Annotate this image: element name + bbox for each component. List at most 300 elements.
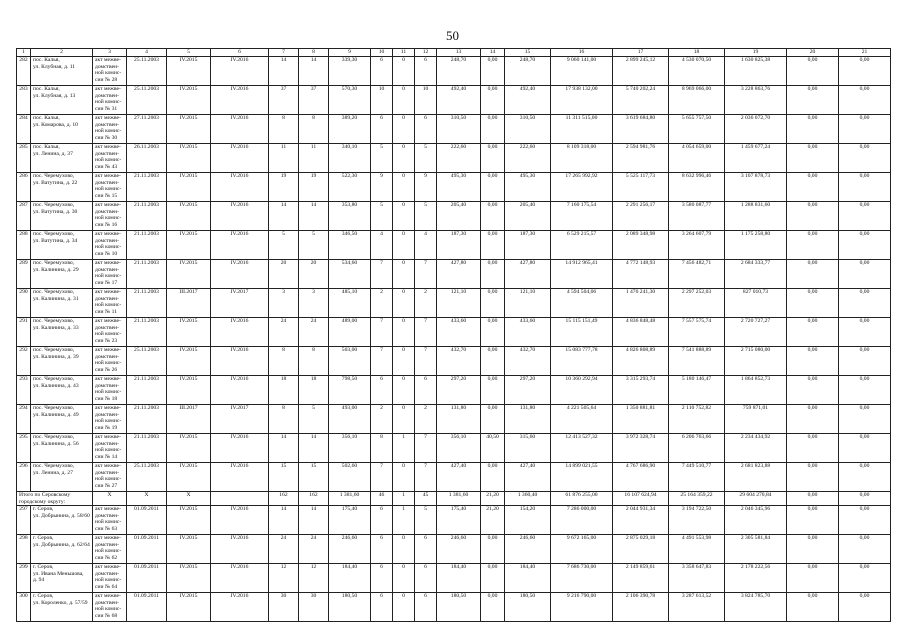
- column-number-header: 4: [127, 49, 167, 57]
- quarter-end-cell: IV.2017: [211, 289, 269, 318]
- value-cell: 17 938 132,00: [551, 86, 613, 115]
- quarter-start-cell: IV.2015: [167, 593, 211, 622]
- value-cell: 6: [415, 593, 437, 622]
- value-cell: 5: [371, 202, 393, 231]
- value-cell: 495,30: [505, 173, 551, 202]
- value-cell: 6: [371, 593, 393, 622]
- quarter-start-cell: IV.2015: [167, 506, 211, 535]
- value-cell: 14 912 965,41: [551, 260, 613, 289]
- value-cell: 3: [269, 289, 299, 318]
- date-cell: 21.11.2003: [127, 173, 167, 202]
- value-cell: 1 470 241,30: [613, 289, 669, 318]
- column-number-header: 1: [17, 49, 31, 57]
- value-cell: 6: [371, 506, 393, 535]
- value-cell: 11 311 515,00: [551, 115, 613, 144]
- value-cell: 187,30: [437, 231, 481, 260]
- value-cell: 0: [393, 347, 415, 376]
- value-cell: 15: [269, 463, 299, 492]
- quarter-start-cell: IV.2015: [167, 57, 211, 86]
- value-cell: 6: [415, 115, 437, 144]
- value-cell: 3: [299, 289, 329, 318]
- value-cell: 2 715 080,00: [725, 347, 787, 376]
- value-cell: 0: [393, 231, 415, 260]
- value-cell: 3 580 087,77: [669, 202, 725, 231]
- value-cell: 180,50: [505, 593, 551, 622]
- value-cell: 6: [415, 57, 437, 86]
- value-cell: 0,00: [787, 144, 839, 173]
- value-cell: 222,60: [505, 144, 551, 173]
- total-value-cell: 0,00: [839, 492, 891, 506]
- total-label-cell: Итого по Серовскому городскому округу:: [17, 492, 93, 506]
- column-number-header: 11: [393, 49, 415, 57]
- value-cell: 4: [371, 231, 393, 260]
- value-cell: 0,00: [787, 405, 839, 434]
- column-number-header: 2: [31, 49, 93, 57]
- document-cell: акт межве- домствен- ной комис- сии № 15: [93, 173, 127, 202]
- value-cell: 0: [393, 564, 415, 593]
- value-cell: 14: [299, 434, 329, 463]
- value-cell: 7: [371, 463, 393, 492]
- address-cell: пос. Черемухово, ул. Ватутина, д. 34: [31, 231, 93, 260]
- value-cell: 0,00: [787, 173, 839, 202]
- date-cell: 21.11.2003: [127, 405, 167, 434]
- quarter-start-cell: IV.2015: [167, 202, 211, 231]
- value-cell: 5: [371, 144, 393, 173]
- value-cell: 8 632 996,46: [669, 173, 725, 202]
- address-cell: пос. Калья, ул. Клубная, д. 11: [31, 57, 93, 86]
- value-cell: 40,50: [481, 434, 505, 463]
- value-cell: 4 772 148,93: [613, 260, 669, 289]
- document-cell: акт межве- домствен- ной комис- сии № 10: [93, 231, 127, 260]
- value-cell: 175,40: [329, 506, 371, 535]
- value-cell: 2 875 029,18: [613, 535, 669, 564]
- address-cell: пос. Калья, ул. Клубная, д. 13: [31, 86, 93, 115]
- value-cell: 5: [415, 202, 437, 231]
- row-number-cell: 288: [17, 231, 31, 260]
- value-cell: 0,00: [481, 289, 505, 318]
- address-cell: пос. Черемухово, ул. Калинина, д. 56: [31, 434, 93, 463]
- value-cell: 21,20: [481, 506, 505, 535]
- value-cell: 432,70: [505, 347, 551, 376]
- value-cell: 5: [299, 231, 329, 260]
- value-cell: 9: [371, 173, 393, 202]
- table-row: [17, 405, 891, 434]
- quarter-start-cell: IV.2015: [167, 564, 211, 593]
- total-value-cell: 29 604 270,84: [725, 492, 787, 506]
- value-cell: 798,50: [329, 376, 371, 405]
- value-cell: 6: [415, 564, 437, 593]
- value-cell: 433,60: [505, 318, 551, 347]
- value-cell: 0,00: [787, 260, 839, 289]
- column-number-header: 14: [481, 49, 505, 57]
- value-cell: 6 529 215,57: [551, 231, 613, 260]
- date-cell: 25.11.2003: [127, 86, 167, 115]
- address-cell: пос. Черемухово, ул. Ватутина, д. 30: [31, 202, 93, 231]
- value-cell: 9 672 165,00: [551, 535, 613, 564]
- value-cell: 7: [415, 347, 437, 376]
- value-cell: 570,30: [329, 86, 371, 115]
- row-number-cell: 295: [17, 434, 31, 463]
- value-cell: 6: [415, 535, 437, 564]
- value-cell: 0,00: [481, 405, 505, 434]
- document-cell: акт межве- домствен- ной комис- сии № 68: [93, 593, 127, 622]
- table-row: [17, 535, 891, 564]
- value-cell: 14: [269, 506, 299, 535]
- value-cell: 6: [371, 115, 393, 144]
- value-cell: 0,00: [481, 564, 505, 593]
- value-cell: 7: [371, 347, 393, 376]
- document-cell: акт межве- домствен- ной комис- сии № 43: [93, 144, 127, 173]
- value-cell: 759 871,01: [725, 405, 787, 434]
- quarter-start-cell: IV.2015: [167, 86, 211, 115]
- value-cell: 154,20: [505, 506, 551, 535]
- address-cell: пос. Калья, ул. Ленина, д. 37: [31, 144, 93, 173]
- address-cell: г. Серов, ул. Короленко, д. 57/59: [31, 593, 93, 622]
- document-cell: акт межве- домствен- ной комис- сии № 11: [93, 289, 127, 318]
- value-cell: 0,00: [839, 144, 891, 173]
- value-cell: 0,00: [839, 202, 891, 231]
- value-cell: 0,00: [787, 86, 839, 115]
- value-cell: 2 594 981,76: [613, 144, 669, 173]
- value-cell: 0: [393, 593, 415, 622]
- document-cell: акт межве- домствен- ной комис- сии № 64: [93, 564, 127, 593]
- value-cell: 0,00: [839, 434, 891, 463]
- quarter-start-cell: III.2017: [167, 289, 211, 318]
- value-cell: 7: [415, 463, 437, 492]
- value-cell: 2 149 859,61: [613, 564, 669, 593]
- value-cell: 493,00: [329, 405, 371, 434]
- value-cell: 9 216 790,00: [551, 593, 613, 622]
- value-cell: 492,40: [437, 86, 481, 115]
- value-cell: 3 194 722,50: [669, 506, 725, 535]
- value-cell: 7 160 175,54: [551, 202, 613, 231]
- value-cell: 6: [371, 535, 393, 564]
- value-cell: 8: [299, 115, 329, 144]
- value-cell: 3 287 613,52: [669, 593, 725, 622]
- quarter-end-cell: IV.2016: [211, 86, 269, 115]
- value-cell: 2 044 931,34: [613, 506, 669, 535]
- date-cell: 25.11.2003: [127, 347, 167, 376]
- value-cell: 9 060 141,00: [551, 57, 613, 86]
- value-cell: 20: [299, 260, 329, 289]
- value-cell: 37: [299, 86, 329, 115]
- value-cell: 7: [371, 318, 393, 347]
- value-cell: 502,60: [329, 463, 371, 492]
- value-cell: 7 541 888,89: [669, 347, 725, 376]
- value-cell: 0,00: [481, 115, 505, 144]
- value-cell: 3 619 684,80: [613, 115, 669, 144]
- value-cell: 0,00: [481, 144, 505, 173]
- table-row: [17, 289, 891, 318]
- value-cell: 0,00: [481, 173, 505, 202]
- value-cell: 18: [269, 376, 299, 405]
- value-cell: 8: [371, 434, 393, 463]
- document-cell: акт межве- домствен- ной комис- сии № 62: [93, 535, 127, 564]
- value-cell: 2: [415, 405, 437, 434]
- row-number-cell: 296: [17, 463, 31, 492]
- value-cell: 4 826 808,89: [613, 347, 669, 376]
- date-cell: 01.09.2011: [127, 564, 167, 593]
- value-cell: 10: [415, 86, 437, 115]
- value-cell: 205,40: [505, 202, 551, 231]
- value-cell: 0,00: [481, 86, 505, 115]
- value-cell: 0,00: [839, 86, 891, 115]
- value-cell: 1 350 881,81: [613, 405, 669, 434]
- row-number-cell: 297: [17, 506, 31, 535]
- value-cell: 7 456 482,71: [669, 260, 725, 289]
- quarter-end-cell: IV.2016: [211, 57, 269, 86]
- quarter-end-cell: IV.2016: [211, 506, 269, 535]
- value-cell: 12 413 527,32: [551, 434, 613, 463]
- value-cell: 0,00: [839, 535, 891, 564]
- value-cell: 503,00: [329, 347, 371, 376]
- row-number-cell: 282: [17, 57, 31, 86]
- value-cell: 2 089 348,98: [613, 231, 669, 260]
- date-cell: 26.11.2003: [127, 144, 167, 173]
- total-value-cell: 1: [393, 492, 415, 506]
- document-cell: акт межве- домствен- ной комис- сии № 63: [93, 506, 127, 535]
- value-cell: 8: [269, 405, 299, 434]
- date-cell: 21.11.2003: [127, 376, 167, 405]
- column-number-row: [17, 49, 891, 57]
- value-cell: 0,00: [839, 57, 891, 86]
- value-cell: 0,00: [787, 202, 839, 231]
- quarter-start-cell: IV.2015: [167, 376, 211, 405]
- value-cell: 6: [371, 57, 393, 86]
- quarter-end-cell: IV.2016: [211, 260, 269, 289]
- value-cell: 340,10: [329, 144, 371, 173]
- document-cell: акт межве- домствен- ной комис- сии № 30: [93, 115, 127, 144]
- total-value-cell: 1 360,40: [505, 492, 551, 506]
- date-cell: 25.11.2003: [127, 463, 167, 492]
- value-cell: 485,10: [329, 289, 371, 318]
- value-cell: 427,40: [505, 463, 551, 492]
- column-number-header: 16: [551, 49, 613, 57]
- total-value-cell: 45: [415, 492, 437, 506]
- value-cell: 205,40: [437, 202, 481, 231]
- value-cell: 3 315 293,74: [613, 376, 669, 405]
- value-cell: 7: [415, 260, 437, 289]
- value-cell: 8 109 318,00: [551, 144, 613, 173]
- value-cell: 7: [415, 434, 437, 463]
- address-cell: пос. Черемухово, ул. Ленина, д. 27: [31, 463, 93, 492]
- value-cell: 0: [393, 376, 415, 405]
- document-cell: акт межве- домствен- ной комис- сии № 26: [93, 347, 127, 376]
- value-cell: 0,00: [481, 202, 505, 231]
- value-cell: 3 228 863,76: [725, 86, 787, 115]
- value-cell: 30: [269, 593, 299, 622]
- value-cell: 495,30: [437, 173, 481, 202]
- row-number-cell: 293: [17, 376, 31, 405]
- value-cell: 222,60: [437, 144, 481, 173]
- value-cell: 11: [269, 144, 299, 173]
- document-cell: акт межве- домствен- ной комис- сии № 18: [93, 376, 127, 405]
- value-cell: 0,00: [787, 463, 839, 492]
- value-cell: 4: [415, 231, 437, 260]
- table-row: [17, 564, 891, 593]
- quarter-start-cell: IV.2015: [167, 318, 211, 347]
- value-cell: 2 234 434,92: [725, 434, 787, 463]
- value-cell: 0: [393, 173, 415, 202]
- column-number-header: 8: [299, 49, 329, 57]
- quarter-end-cell: IV.2016: [211, 202, 269, 231]
- value-cell: 19: [269, 173, 299, 202]
- value-cell: 5 740 202,24: [613, 86, 669, 115]
- value-cell: 2 681 823,88: [725, 463, 787, 492]
- total-x-cell: X: [127, 492, 167, 506]
- value-cell: 2 046 345,96: [725, 506, 787, 535]
- value-cell: 2 291 256,17: [613, 202, 669, 231]
- column-number-header: 12: [415, 49, 437, 57]
- value-cell: 24: [269, 535, 299, 564]
- date-cell: 01.09.2011: [127, 535, 167, 564]
- row-number-cell: 291: [17, 318, 31, 347]
- value-cell: 0: [393, 86, 415, 115]
- value-cell: 2 899 245,12: [613, 57, 669, 86]
- row-number-cell: 285: [17, 144, 31, 173]
- value-cell: 15: [299, 463, 329, 492]
- value-cell: 427,80: [437, 260, 481, 289]
- value-cell: 8: [269, 115, 299, 144]
- value-cell: 0,00: [787, 231, 839, 260]
- row-number-cell: 300: [17, 593, 31, 622]
- value-cell: 5 180 146,47: [669, 376, 725, 405]
- value-cell: 2 106 390,78: [613, 593, 669, 622]
- value-cell: 0: [393, 289, 415, 318]
- total-x-cell: X: [167, 492, 211, 506]
- value-cell: 17 265 992,92: [551, 173, 613, 202]
- value-cell: 356,10: [329, 434, 371, 463]
- table-row: [17, 231, 891, 260]
- value-cell: 0,00: [787, 564, 839, 593]
- document-cell: акт межве- домствен- ной комис- сии № 27: [93, 463, 127, 492]
- value-cell: 7: [415, 318, 437, 347]
- row-number-cell: 283: [17, 86, 31, 115]
- total-value-cell: 61 876 255,00: [551, 492, 613, 506]
- quarter-start-cell: IV.2015: [167, 144, 211, 173]
- value-cell: 310,50: [437, 115, 481, 144]
- value-cell: 489,00: [329, 318, 371, 347]
- value-cell: 14: [269, 434, 299, 463]
- value-cell: 0,00: [787, 347, 839, 376]
- value-cell: 2 110 752,82: [669, 405, 725, 434]
- value-cell: 0,00: [839, 593, 891, 622]
- document-cell: акт межве- домствен- ной комис- сии № 19: [93, 405, 127, 434]
- value-cell: 7 449 510,77: [669, 463, 725, 492]
- value-cell: 2: [415, 289, 437, 318]
- value-cell: 0,00: [787, 57, 839, 86]
- total-value-cell: 25 164 359,22: [669, 492, 725, 506]
- value-cell: 6: [415, 376, 437, 405]
- value-cell: 534,60: [329, 260, 371, 289]
- value-cell: 0,00: [481, 535, 505, 564]
- value-cell: 5: [299, 405, 329, 434]
- total-value-cell: 1 381,60: [329, 492, 371, 506]
- value-cell: 2 036 072,70: [725, 115, 787, 144]
- value-cell: 433,60: [437, 318, 481, 347]
- value-cell: 297,20: [437, 376, 481, 405]
- date-cell: 21.11.2003: [127, 289, 167, 318]
- value-cell: 0: [393, 405, 415, 434]
- value-cell: 8 969 066,00: [669, 86, 725, 115]
- value-cell: 131,80: [505, 405, 551, 434]
- value-cell: 14: [299, 506, 329, 535]
- value-cell: 0,00: [481, 376, 505, 405]
- quarter-start-cell: IV.2015: [167, 115, 211, 144]
- table-row: [17, 86, 891, 115]
- value-cell: 7: [371, 260, 393, 289]
- date-cell: 01.09.2011: [127, 506, 167, 535]
- address-cell: пос. Черемухово, ул. Калинина, д. 29: [31, 260, 93, 289]
- value-cell: 24: [299, 535, 329, 564]
- value-cell: 19: [299, 173, 329, 202]
- value-cell: 0,00: [839, 289, 891, 318]
- value-cell: 0,00: [481, 463, 505, 492]
- value-cell: 24: [299, 318, 329, 347]
- value-cell: 5 655 757,50: [669, 115, 725, 144]
- value-cell: 492,40: [505, 86, 551, 115]
- document-cell: акт межве- домствен- ной комис- сии № 17: [93, 260, 127, 289]
- value-cell: 1 175 258,80: [725, 231, 787, 260]
- quarter-start-cell: IV.2015: [167, 463, 211, 492]
- value-cell: 10: [371, 86, 393, 115]
- address-cell: пос. Черемухово, ул. Калинина, д. 33: [31, 318, 93, 347]
- value-cell: 0,00: [839, 506, 891, 535]
- value-cell: 180,50: [437, 593, 481, 622]
- value-cell: 184,40: [437, 564, 481, 593]
- value-cell: 8: [269, 347, 299, 376]
- value-cell: 1: [393, 434, 415, 463]
- column-number-header: 20: [787, 49, 839, 57]
- quarter-end-cell: IV.2016: [211, 376, 269, 405]
- value-cell: 0,00: [839, 405, 891, 434]
- total-value-cell: 16 107 624,94: [613, 492, 669, 506]
- value-cell: 0,00: [787, 289, 839, 318]
- value-cell: 0: [393, 535, 415, 564]
- table-row: [17, 376, 891, 405]
- value-cell: 4 221 505,64: [551, 405, 613, 434]
- value-cell: 246,60: [505, 535, 551, 564]
- value-cell: 0,00: [839, 376, 891, 405]
- quarter-end-cell: IV.2016: [211, 535, 269, 564]
- value-cell: 246,60: [329, 535, 371, 564]
- column-number-header: 5: [167, 49, 211, 57]
- quarter-end-cell: IV.2017: [211, 405, 269, 434]
- value-cell: 0,00: [839, 115, 891, 144]
- value-cell: 0,00: [787, 506, 839, 535]
- row-number-cell: 294: [17, 405, 31, 434]
- value-cell: 3 972 328,74: [613, 434, 669, 463]
- value-cell: 0: [393, 260, 415, 289]
- value-cell: 4 491 553,98: [669, 535, 725, 564]
- column-number-header: 10: [371, 49, 393, 57]
- quarter-end-cell: IV.2016: [211, 173, 269, 202]
- row-number-cell: 290: [17, 289, 31, 318]
- total-value-cell: 0,00: [787, 492, 839, 506]
- value-cell: 1 288 831,60: [725, 202, 787, 231]
- value-cell: 389,20: [329, 115, 371, 144]
- value-cell: 7 557 575,74: [669, 318, 725, 347]
- value-cell: 0,00: [787, 535, 839, 564]
- value-cell: 0,00: [481, 57, 505, 86]
- value-cell: 187,30: [505, 231, 551, 260]
- value-cell: 0: [393, 144, 415, 173]
- table-row: [17, 318, 891, 347]
- column-number-header: 17: [613, 49, 669, 57]
- quarter-end-cell: IV.2016: [211, 593, 269, 622]
- value-cell: 4 530 070,50: [669, 57, 725, 86]
- value-cell: 0,00: [839, 260, 891, 289]
